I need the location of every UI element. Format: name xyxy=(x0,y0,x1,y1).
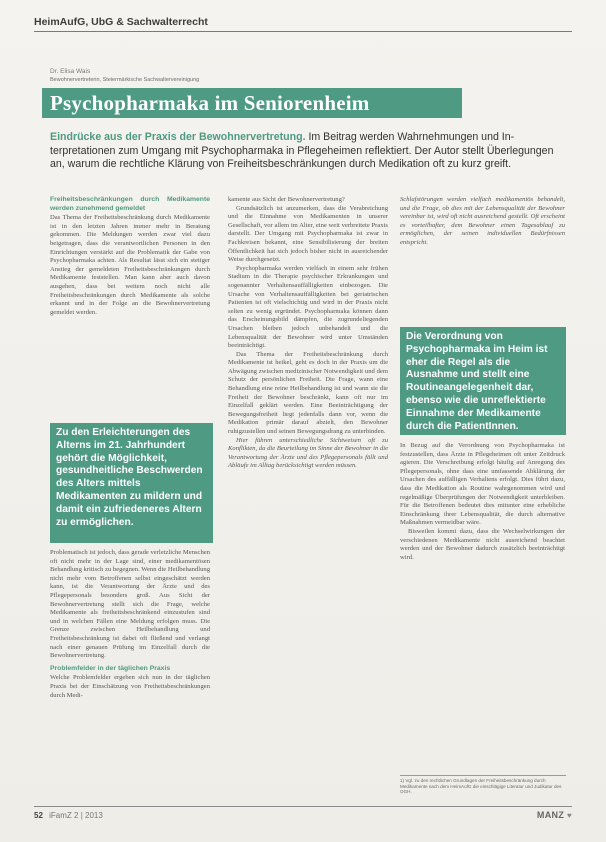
publisher-logo xyxy=(537,810,572,820)
col2-paragraph-1: kamente aus Sicht der Bewohnervertretung? xyxy=(228,196,345,203)
footnote: 1) Vgl. zu den rechtlichen Grundlagen der Freiheitsbeschränkung durch Medikamente nach dem HeimAufG die einschlägige Literatur und Judikatur des OGH. xyxy=(400,775,566,795)
col1-paragraph-1: Das Thema der Freiheitsbeschränkung durch Medikamente ist in den letzten Jahren immer mehr in Beratung gekommen. Die Meldungen werden zwar viel dazu beigetragen, dass die verantwortlichen Personen in den Einrichtungen verstärkt auf die Problematik der Gabe von Psychopharmaka achten. Als Resultat lässt sich ein stetiger Anstieg der gemeldeten Freiheitsbeschränkungen durch Medikamente feststellen. Man kann aber auch davon ausgehen, dass bei weitem noch nicht alle Freiheitsbeschränkungen durch Medikamente als solche erkannt und in der Folge an die Bewohnervertretung gemeldet werden. xyxy=(50,214,210,316)
pull-quote-2: Die Verordnung von Psychopharmaka im Heim ist eher die Regel als die Ausnahme und stellt eine Routineangelegenheit dar, ebenso wie die unreflektierte Einnahme der Medikamente durch die PatientInnen. xyxy=(400,327,566,435)
lead-paragraph xyxy=(50,131,560,172)
running-head: HeimAufG, UbG & Sachwalterrecht xyxy=(34,16,572,32)
col1-paragraph-3: Welche Problemfelder ergeben sich nun in der täglichen Praxis bei der Einschätzung von Freiheitsbeschränkungen durch Medi- xyxy=(50,674,210,699)
author-role: Bewohnervertreterin, Steiermärkische Sachwaltervereinigung xyxy=(50,77,200,83)
lead-text: Im Beitrag werden Wahrnehmungen und Interpretationen zum Umgang mit Psychopharmaka in Pflegeheimen reflektiert. Der Autor stellt Überlegungen an, warum die rechtliche Klärung von Freiheitsbeschränkungen durch Medikation oft zu kurz greift. xyxy=(50,131,554,170)
col2-paragraph-5: Hier führen unterschiedliche Sichtweisen oft zu Konflikten, da die Beurteilung im Sinne der Bewohner in die Verantwortung der Ärzte und des Pflegepersonals fällt und Abläufe im Alltag berücksichtigt werden müssen. xyxy=(228,436,388,470)
col3-paragraph-2: In Bezug auf die Verordnung von Psychopharmaka ist festzustellen, dass Ärzte in Pflegeheimen oft unter Zeitdruck agieren. Die Verschreibung erfolgt häufig auf Anregung des Pflegepersonals, ohne dass eine umfassende Abklärung der Ursachen des auffälligen Verhaltens erfolgt. Dies führt dazu, dass die Medikation als Routine wahrgenommen wird und regelmäßige Überprüfungen der Notwendigkeit unterbleiben. Für die Betroffenen bedeutet dies mitunter eine erhebliche Einschränkung ihrer Lebensqualität, die durch alternative Maßnahmen vermeidbar wäre. xyxy=(400,442,565,527)
column-1-continued xyxy=(50,549,210,700)
column-2 xyxy=(228,196,388,471)
article-title: Psychopharmaka im Seniorenheim xyxy=(42,88,462,118)
lead-accent: Eindrücke aus der Praxis der Bewohnervertretung. xyxy=(50,131,306,143)
col2-paragraph-4: Das Thema der Freiheitsbeschränkung durch Medikamente ist heikel, geht es doch in der Praxis um die Abwägung zwischen medizinischer Notwendigkeit und dem Schutz der persönlichen Freiheit. Die Frage, wann eine Behandlung eine reine Heilbehandlung ist und wann sie die Freiheit der Bewohner beschränkt, kann oft nur im Einzelfall geklärt werden. Eine Beeinträchtigung der Bewegungsfreiheit liegt jedenfalls dann vor, wenn die Medikation primär darauf abzielt, den Bewohner ruhigzustellen und seinen Bewegungsdrang zu unterbinden. xyxy=(228,350,388,436)
publisher-logo-text: MANZ xyxy=(536,810,565,820)
journal-reference: iFamZ 2 | 2013 xyxy=(49,811,103,820)
col1-paragraph-2: Problematisch ist jedoch, dass gerade verletzliche Menschen oft nicht mehr in der Lage sind, einer medikamentösen Behandlung kritisch zu begegnen. Wenn die Heilbehandlung nicht mehr vom Betroffenen selbst eingeschätzt werden kann, ist die Verantwortung der Ärzte und des Pflegepersonals besonders groß. Aus Sicht der Bewohnervertretung stellt sich die Frage, welche Medikamente als freiheitsbeschränkend einzustufen sind und in welchen Fällen eine Meldung erfolgen muss. Die Grenze zwischen Heilbehandlung und Freiheitsbeschränkung ist dabei oft fließend und verlangt nach einer genauen Prüfung im Einzelfall durch die Bewohnervertretung. xyxy=(50,549,210,660)
column-3-continued xyxy=(400,442,565,562)
pull-quote-1: Zu den Erleichterungen des Alterns im 21. Jahrhundert gehört die Möglichkeit, gesundheitliche Beschwerden des Alters mittels Medikamenten zu mildern und damit ein zufriedeneres Altern zu ermöglichen. xyxy=(50,423,213,543)
col2-paragraph-2: Grundsätzlich ist anzumerken, dass die Verabreichung und die Einnahme von Medikamenten in unserer Gesellschaft, vor allem im Alter, eine weit verbreitete Praxis darstellt. Der Umgang mit Psychopharmaka ist zwar in Fachkreisen bekannt, eine Sensibilisierung der breiten Öffentlichkeit hat sich jedoch bisher nicht in ausreichender Weise durchgesetzt. xyxy=(228,204,388,264)
col2-paragraph-3: Psychopharmaka werden vielfach in einem sehr frühen Stadium in die Therapie psychischer Erkrankungen und sogenannter Verhaltensauffälligkeiten einbezogen. Die Ursache von Verhaltensauffälligkeiten bei geriatrischen Patienten ist oft vielschichtig und wird in der Praxis nicht selten zu wenig ergründet. Psychopharmaka können dann das Erscheinungsbild dämpfen, die zugrundeliegenden Ursachen bleiben jedoch unbehandelt und die Lebensqualität der Bewohner wird unter Umständen beeinträchtigt. xyxy=(228,264,388,350)
col3-paragraph-1: Schlafstörungen werden vielfach medikamentös behandelt, und die Frage, ob dies mit der Lebensqualität der Bewohner vereinbar ist, wird oft nicht ausreichend gestellt. Oft erscheint es vorteilhafter, dem Bewohner einen Tagesablauf zu ermöglichen, der seinen individuellen Bedürfnissen entspricht. xyxy=(400,196,565,246)
page-number: 52 xyxy=(34,811,43,820)
column-1 xyxy=(50,196,210,317)
section-heading-1: Freiheitsbeschränkungen durch Medikamente werden zunehmend gemeldet xyxy=(50,196,210,212)
author-name: Dr. Elisa Wais xyxy=(50,68,91,75)
section-heading-2: Problemfelder in der täglichen Praxis xyxy=(50,664,171,672)
column-3 xyxy=(400,196,565,248)
heart-icon: ♥ xyxy=(566,811,572,820)
byline xyxy=(50,68,199,84)
col3-paragraph-3: Bisweilen kommt dazu, dass die Wechselwirkungen der verschiedenen Medikamente nicht ausreichend beachtet werden und der Bewohner dadurch zusätzlich beeinträchtigt wird. xyxy=(400,527,565,561)
page-footer xyxy=(34,806,572,820)
